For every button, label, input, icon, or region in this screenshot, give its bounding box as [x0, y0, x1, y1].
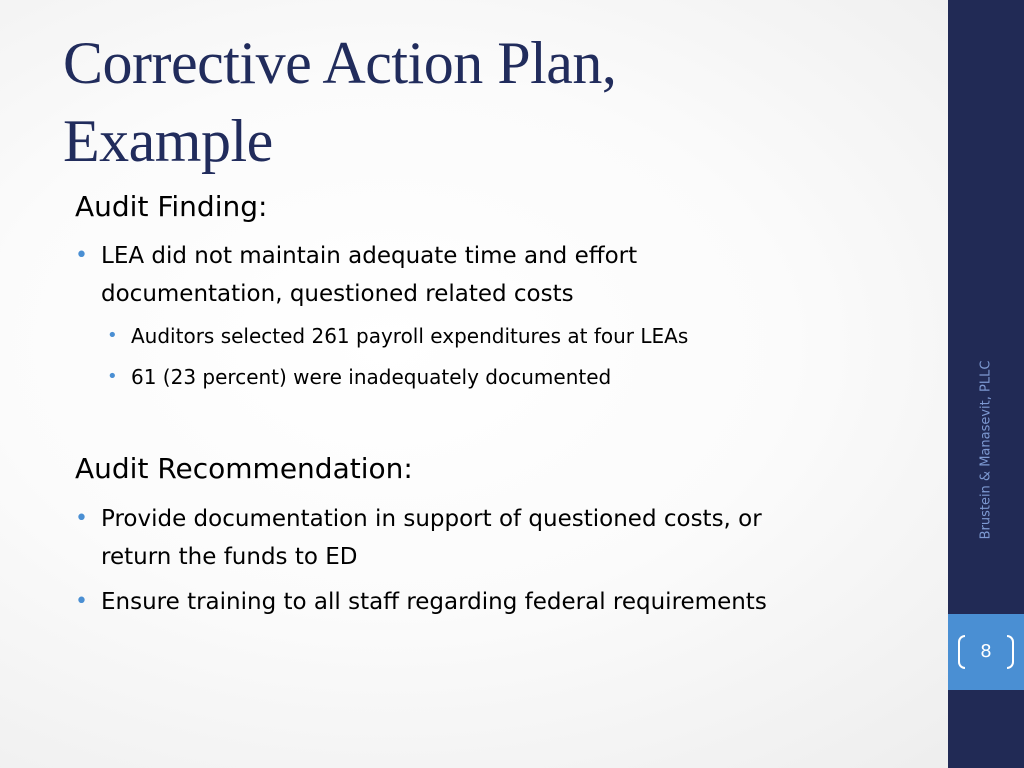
recommendation-bullet-text: Ensure training to all staff regarding federal requirements — [101, 589, 767, 615]
right-sidebar — [948, 0, 1024, 768]
finding-sub-bullet-text: Auditors selected 261 payroll expenditures at four LEAs — [131, 324, 689, 348]
finding-bullet-text — [101, 237, 637, 313]
finding-bullet-line-2: documentation, questioned related costs — [101, 281, 574, 307]
slide-title-line-1: Corrective Action Plan, — [63, 30, 617, 96]
recommendation-bullet — [75, 583, 767, 621]
bullet-dot-icon: • — [75, 589, 88, 614]
finding-sub-bullet-text: 61 (23 percent) were inadequately documented — [131, 365, 612, 389]
footer-company-name: Brustein & Manasevit, PLLC — [978, 360, 994, 540]
finding-bullet — [75, 237, 637, 313]
slide-title-line-2: Example — [63, 108, 273, 174]
bullet-dot-icon: • — [75, 506, 88, 531]
recommendation-bullet — [75, 500, 762, 576]
recommendation-bullet-line-2: return the funds to ED — [101, 544, 358, 570]
bullet-dot-icon: • — [75, 243, 88, 268]
recommendation-bullet-text — [101, 500, 762, 576]
bullet-dot-icon: • — [107, 366, 118, 387]
finding-sub-bullet — [107, 362, 611, 392]
finding-bullet-line-1: LEA did not maintain adequate time and effort — [101, 243, 638, 269]
page-number: 8 — [980, 641, 992, 662]
slide-title — [63, 24, 923, 180]
page-number-box — [948, 614, 1024, 690]
finding-sub-bullet — [107, 321, 688, 351]
audit-finding-heading: Audit Finding: — [75, 190, 268, 223]
bullet-dot-icon: • — [107, 325, 118, 346]
recommendation-bullet-line-1: Provide documentation in support of questioned costs, or — [101, 506, 762, 532]
audit-recommendation-heading: Audit Recommendation: — [75, 452, 413, 485]
